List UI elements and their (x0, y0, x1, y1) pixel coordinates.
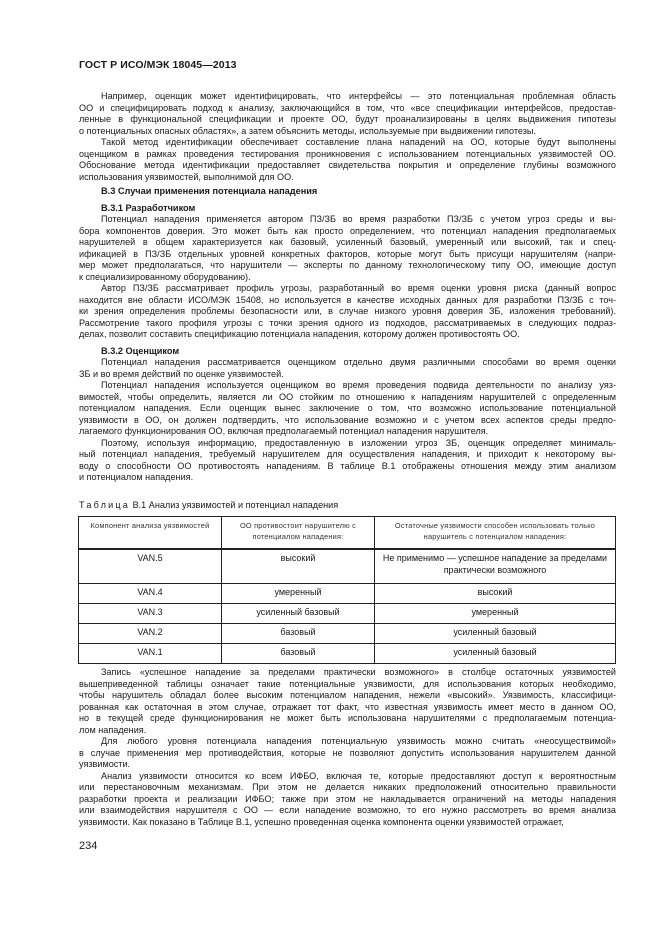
text-line: Для любого уровня потенциала нападения потенциальную уязвимость можно считать «неосуществимой» (101, 736, 616, 746)
text-line: Анализ уязвимости относится ко всем ИФБО, включая те, которые предоставляют доступ к вероятностным (101, 770, 616, 781)
text-line: уязвимости в ОО, он должен подтвердить, что использование возможно и с учетом всех аспектов среды предпо- (79, 414, 616, 425)
text-line: делах, позволит составить спецификацию потенциала нападения, которому должен противостоять ОО. (79, 329, 520, 339)
text-line: или взаимодействия нарушителя с ОО — если нападение возможно, то его нужно рассмотреть во время анализа (79, 805, 616, 815)
table-cell: базовый (222, 624, 375, 644)
text-line: ный потенциал нападения, требуемый нарушителем для осуществления нападения, и приходит к некоторому вы- (79, 449, 616, 459)
paragraph (79, 91, 616, 137)
text-line: и потенциалом нападения. (79, 472, 194, 482)
text-line: но в текущей среде функционирования не может быть использована нарушителями с предполагаемым потенциа- (79, 713, 616, 723)
text-line: Рассмотрение такого профиля угрозы с точки зрения одного из подходов, рассматриваемых в следующих подраз- (79, 317, 616, 328)
page-number: 234 (79, 840, 98, 852)
table-row (79, 549, 616, 584)
text-line: Потенциал нападения рассматривается оценщиком отдельно двумя различными способами во время оценки (101, 357, 616, 367)
table-cell: умеренный (222, 584, 375, 604)
paragraph (79, 357, 616, 380)
text-line: воду о способности ОО противостоять нападениям. В таблице В.1 отображены отношения между этим анализом (79, 460, 616, 471)
table-cell: базовый (222, 644, 375, 664)
text-line: Например, оценщик может идентифицировать, что интерфейсы — это потенциальная проблемная область (101, 91, 616, 101)
table-row (79, 644, 616, 664)
paragraph-group (79, 667, 616, 828)
text-line: вимостей, чтобы определить, является ли ОО стойким по отношению к нападениям нарушителей с определенным (79, 391, 616, 402)
text-line: нарушителей в общем характеризуется как базовый, усиленный базовый, умеренный или высокий, так и спец- (79, 237, 616, 247)
table-cell: усиленный базовый (375, 644, 616, 664)
text-line: Потенциал нападения применяется автором ПЗ/ЗБ во время разработки ПЗ/ЗБ с учетом угроз среды и вы- (101, 214, 616, 224)
text-line: Поэтому, используя информацию, предоставленную в изложении угроз ЗБ, оценщик определяет минималь- (101, 437, 616, 448)
paragraph-group (79, 214, 616, 341)
text-line: к специализированному оборудованию). (79, 271, 251, 282)
table-cell: усиленный базовый (375, 624, 616, 644)
text-line: лагаемого функционирования ОО, включая предполагаемый потенциал нападения нарушителя. (79, 426, 489, 436)
text-line: Потенциал нападения используется оценщиком во время проведения подвида деятельности по анализу уяз- (101, 380, 616, 390)
text-line: или перестановочным механизмам. При этом не делается никаких предположений относительно правильности (79, 782, 616, 792)
column-header: Компонент анализа уязвимостей (79, 517, 222, 550)
paragraph (79, 736, 616, 771)
table-caption: Таблица В.1 Анализ уязвимостей и потенциал нападения (79, 500, 339, 510)
text-line: бора компонентов доверия. Это может быть как просто определением, что потенциал нападения предполагаемых (79, 225, 616, 236)
table-cell: VAN.4 (79, 584, 222, 604)
text-line: Автор ПЗ/ЗБ рассматривает профиль угрозы, разработанный во время оценки уровня риска (данный вопрос (101, 283, 616, 293)
paragraph (79, 214, 616, 283)
text-line: Такой метод идентификации обеспечивает составление плана нападений на ОО, которые будут выполнены (101, 137, 616, 147)
table-cell: усиленный базовый (222, 604, 375, 624)
paragraph (79, 380, 616, 438)
table-cell: высокий (222, 549, 375, 584)
text-line: ЗБ и во время действий по оценке уязвимостей. (79, 368, 284, 379)
text-line: Запись «успешное нападение за пределами практически возможного» в столбце остаточных уязвимостей (101, 667, 616, 677)
table-cell: высокий (375, 584, 616, 604)
text-line: уязвимости. Как показано в Таблице В.1, успешно проведенная оценка компонента оценки уязвимостей отражает, (79, 816, 564, 827)
section-heading-b31: В.3.1 Разработчиком (101, 203, 196, 213)
paragraph (79, 438, 616, 484)
paragraph (79, 137, 616, 183)
column-header: Остаточные уязвимости способен использовать только нарушитель с потенциалом нападения: (375, 517, 616, 550)
paragraph (79, 283, 616, 341)
text-line: ленные в функциональной спецификации и проекте ОО, будут проанализированы в целях выдвижения гипотезы (79, 114, 616, 124)
text-line: ификацией в ПЗ/ЗБ отдельных уровней конкретных факторов, которые могут быть присущи нарушителям (напри- (79, 248, 616, 259)
text-line: рованная как остаточная в этом случае, отражает тот факт, что известная уязвимость имеет место в данном ОО, (79, 701, 616, 712)
text-line: ки зрения определения проблемы безопасности или, в случае низкого уровня доверия ЗБ, изложения требований). (79, 306, 616, 316)
text-line: разработки проекта и реализации ИФБО; также при этом не накладывается ограничений на методы нападения (79, 793, 616, 804)
paragraph-group (79, 357, 616, 484)
text-line: в случае применения мер противодействия, которые не позволяют допустить использования нарушителем данной (79, 747, 616, 758)
table-cell: VAN.2 (79, 624, 222, 644)
text-line: Обоснование метода идентификации предоставляет свидетельства покрытия и определение глубины возможного (79, 160, 616, 170)
table-cell: VAN.1 (79, 644, 222, 664)
text-line: уязвимости. (79, 759, 131, 769)
text-line: использования уязвимостей, выполнимой для ОО. (79, 171, 294, 182)
text-line: вышеприведенной таблицы означает такие потенциальные уязвимости, для использования которых необходимо, (79, 678, 616, 689)
table-header-row (79, 517, 616, 550)
paragraph (79, 771, 616, 829)
text-line: чтобы нарушитель обладал более высоким потенциалом нападения, нежели «высокий». Уязвимость, классифици- (79, 690, 616, 700)
text-line: оценщиком в рамках проведения тестирования проникновения с использованием потенциальных уязвимостей ОО. (79, 148, 616, 159)
vulnerability-table (78, 516, 616, 664)
paragraph-group (79, 91, 616, 183)
section-heading-b32: В.3.2 Оценщиком (101, 346, 180, 356)
text-line: мер может предполагаться, что нарушители — эксперты по данному технологическому типу ОО, имеющие доступ (79, 260, 616, 270)
text-line: о потенциальных опасных областях», а затем объяснить методы, используемые при выдвижении гипотезы. (79, 125, 536, 136)
text-line: ОО и специфицировать подход к анализу, заключающийся в том, что «все спецификации интерфейсов, предостав- (79, 102, 616, 113)
column-header: ОО противостоит нарушителю с потенциалом нападения: (222, 517, 375, 550)
table-cell: Не применимо — успешное нападение за пределами практически возможного (375, 549, 616, 584)
section-heading-b3: В.3 Случаи применения потенциала нападения (101, 186, 318, 196)
table-cell: VAN.3 (79, 604, 222, 624)
table-row (79, 604, 616, 624)
table-cell: умеренный (375, 604, 616, 624)
text-line: потенциалом нападения. Если оценщик вынес заключение о том, что возможно использование потенциальной (79, 403, 616, 413)
text-line: лом нападения. (79, 724, 147, 735)
table-row (79, 584, 616, 604)
table-cell: VAN.5 (79, 549, 222, 584)
document-header: ГОСТ Р ИСО/МЭК 18045—2013 (79, 59, 237, 71)
table-row (79, 624, 616, 644)
paragraph (79, 667, 616, 736)
text-line: находится вне области ИСО/МЭК 15408, но используется в качестве исходных данных для разработки ПЗ/ЗБ с точ- (79, 294, 616, 305)
